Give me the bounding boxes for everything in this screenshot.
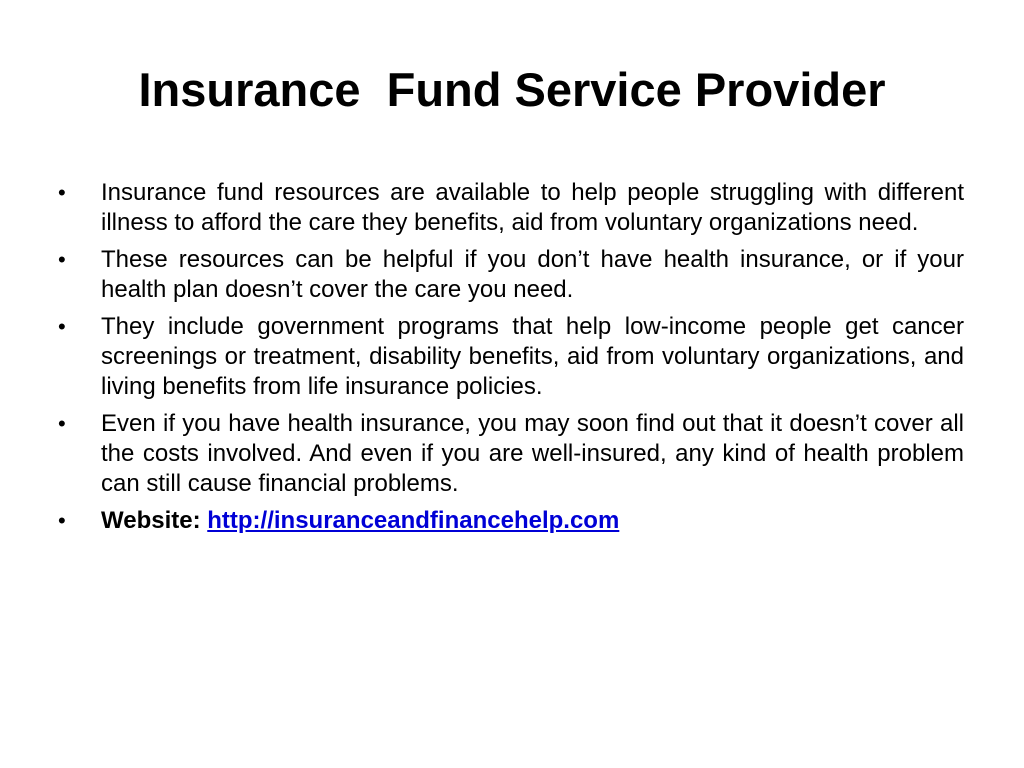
bullet-dot-icon: • bbox=[58, 180, 66, 205]
bullet-dot-icon: • bbox=[58, 314, 66, 339]
bullet-dot-icon: • bbox=[58, 247, 66, 272]
bullet-list bbox=[58, 178, 964, 543]
website-label: Website: bbox=[101, 507, 208, 534]
bullet-dot-icon: • bbox=[58, 508, 66, 533]
bullet-item-3 bbox=[58, 312, 964, 402]
bullet-text: They include government programs that help low-income people get cancer screenings or treatment, disability benefits, aid from voluntary organizations, and living benefits from life insurance policies. bbox=[101, 313, 964, 400]
bullet-text: Even if you have health insurance, you may soon find out that it doesn’t cover all the costs involved. And even if you are well-insured, any kind of health problem can still cause financial problems. bbox=[101, 410, 964, 497]
bullet-item-2 bbox=[58, 245, 964, 305]
bullet-item-website bbox=[58, 506, 964, 536]
slide-title: Insurance Fund Service Provider bbox=[138, 63, 886, 116]
bullet-dot-icon: • bbox=[58, 411, 66, 436]
bullet-item-1 bbox=[58, 178, 964, 238]
website-link[interactable]: http://insuranceandfinancehelp.com bbox=[207, 507, 620, 534]
bullet-item-4 bbox=[58, 409, 964, 499]
bullet-text: These resources can be helpful if you don’t have health insurance, or if your health plan doesn’t cover the care you need. bbox=[101, 246, 964, 303]
bullet-text: Insurance fund resources are available to help people struggling with different illness to afford the care they benefits, aid from voluntary organizations need. bbox=[101, 179, 964, 236]
